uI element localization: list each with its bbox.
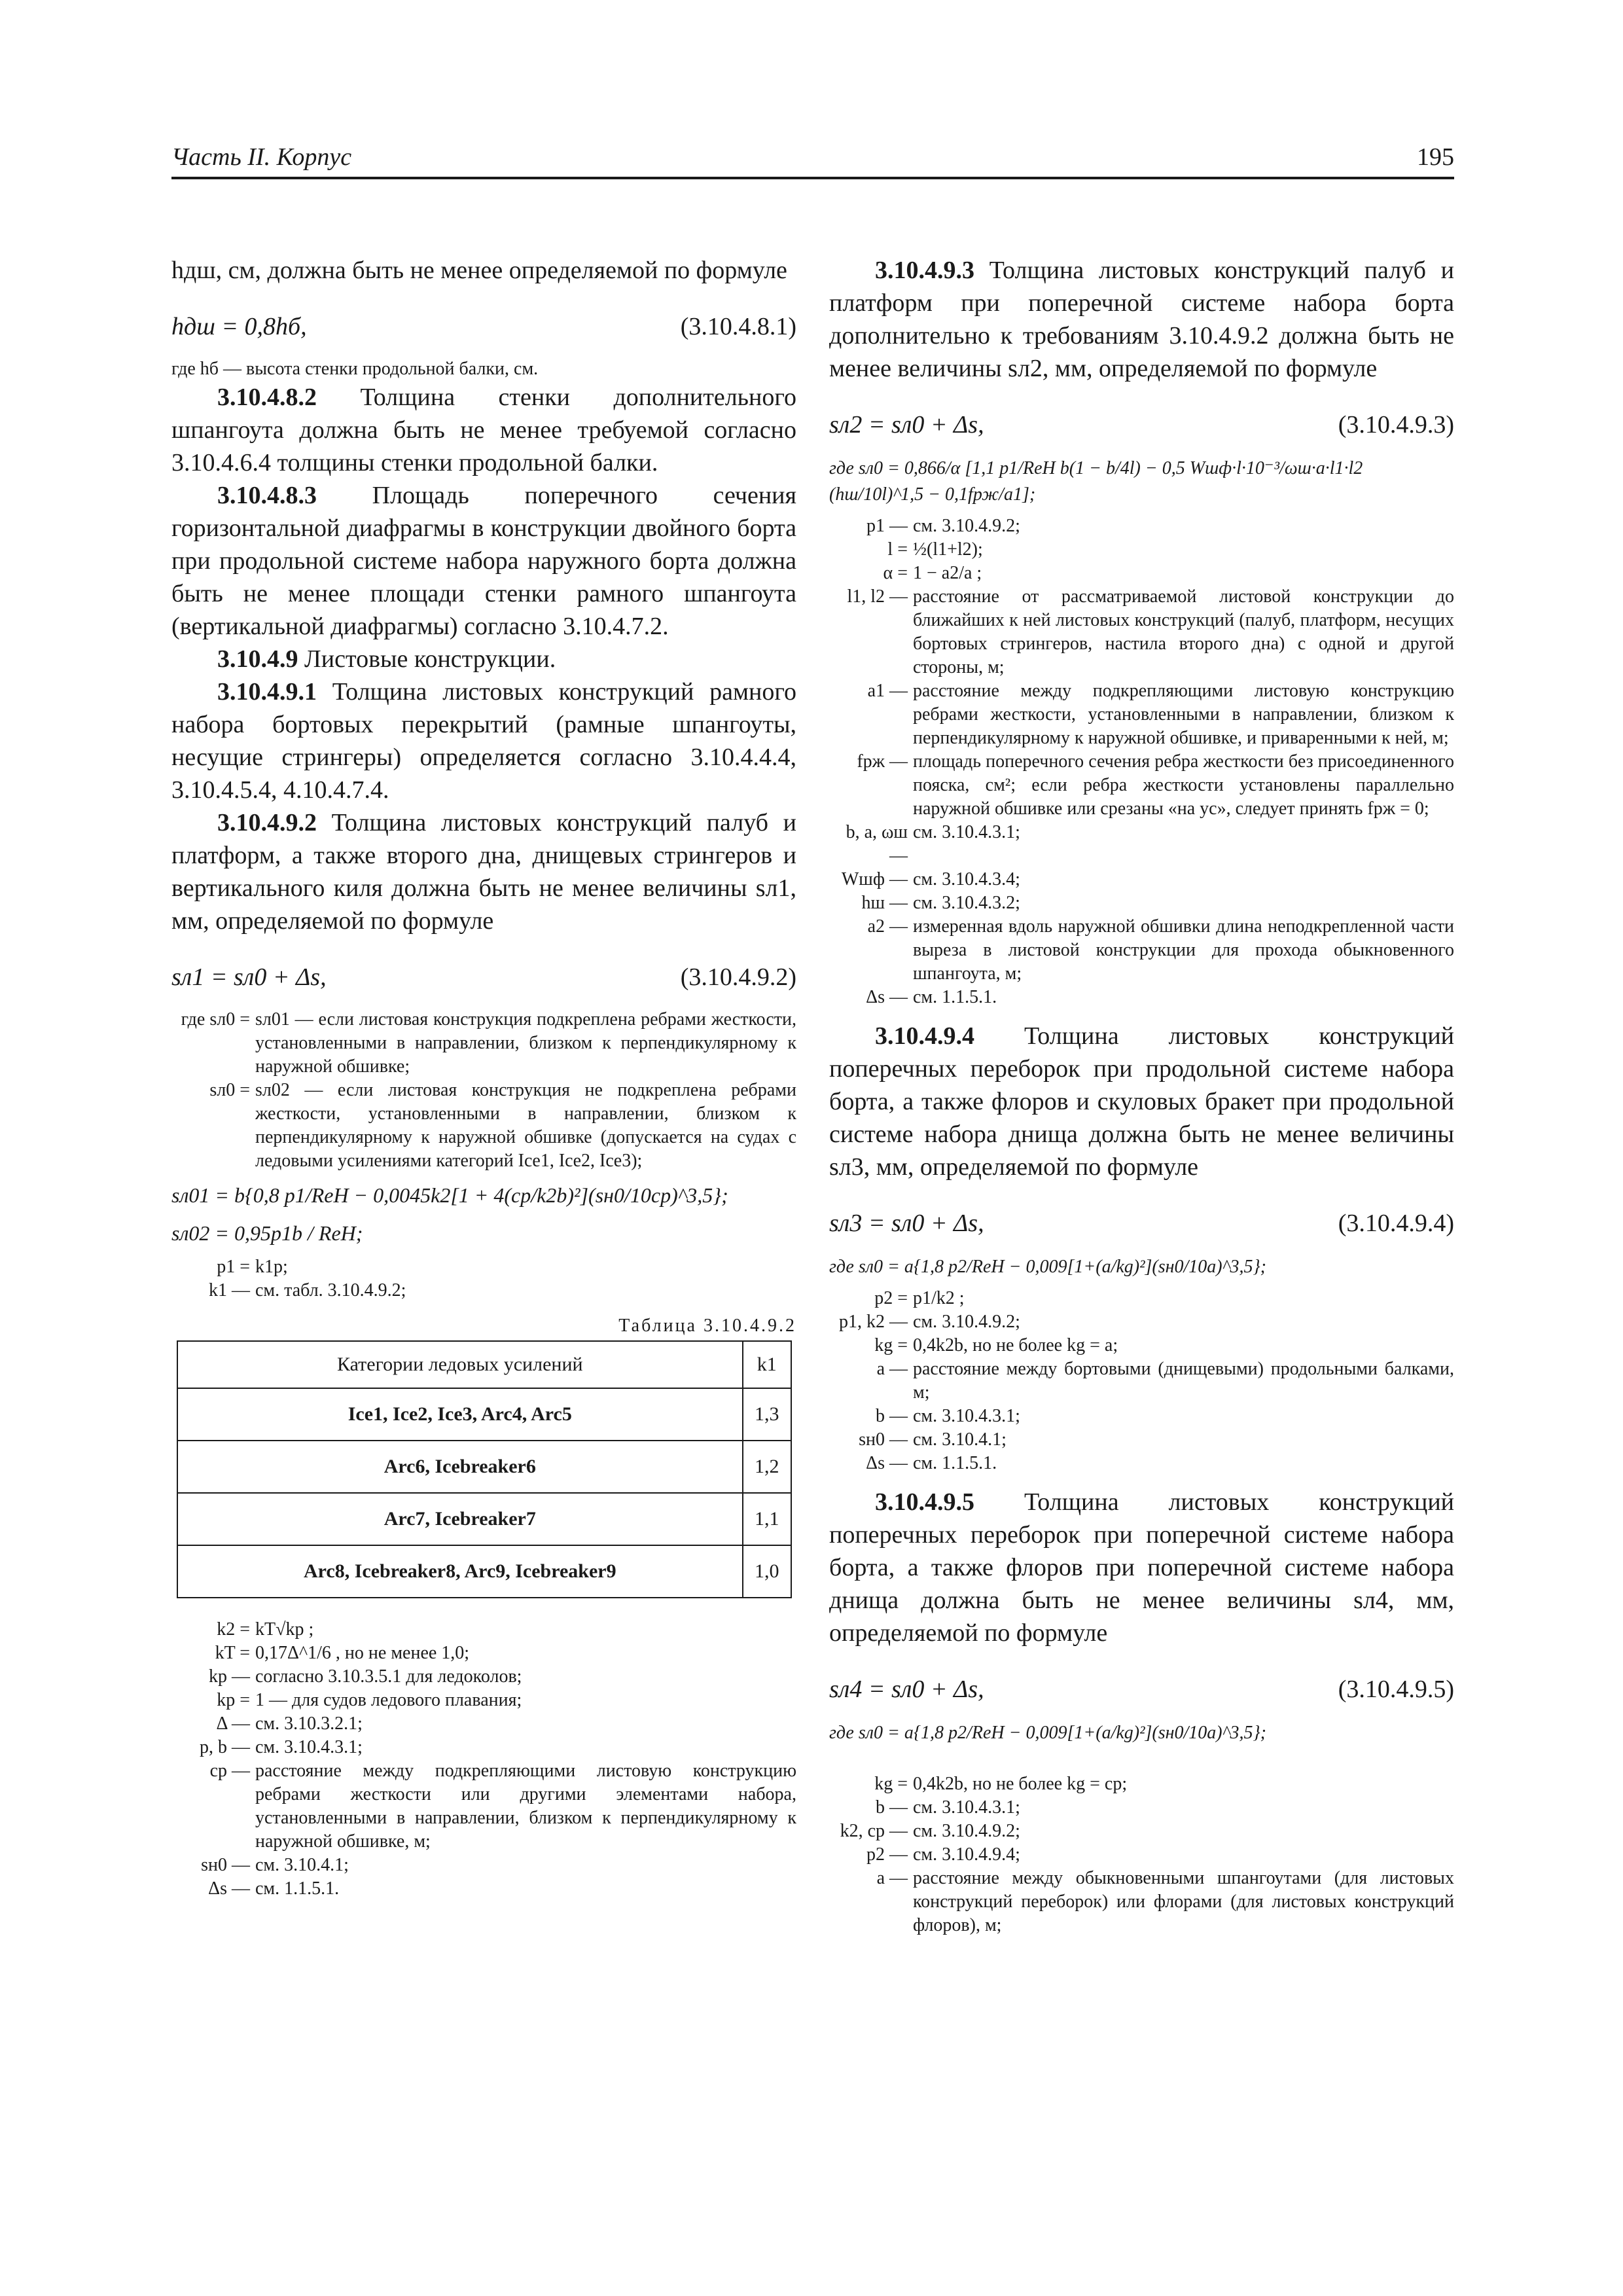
definition-symbol: p1 = — [217, 1257, 250, 1277]
definition-item — [829, 1310, 1454, 1334]
table-row: Arc8, Icebreaker8, Arc9, Icebreaker9 1,0 — [177, 1545, 791, 1598]
paragraph-3-10-4-9-4: 3.10.4.9.4 Толщина листовых конструкций поперечных переборок при продольной системе набора борта, а также флоров и скуловых бракет при продольной системе набора днища должна быть не менее величины sл3, мм, определяемой по формуле — [829, 1022, 1454, 1181]
definition-item — [829, 1334, 1454, 1357]
formula-number: (3.10.4.9.2) — [680, 963, 796, 991]
definition-symbol: Δs — — [866, 987, 908, 1007]
definition-symbol: p, b — — [200, 1737, 250, 1757]
definition-symbol: hш — — [861, 893, 908, 913]
definition-symbol: α = — [883, 563, 908, 583]
definition-item — [829, 1428, 1454, 1452]
definition-item — [171, 1665, 796, 1689]
definition-item — [829, 915, 1454, 986]
definition-text: см. 3.10.4.3.2; — [913, 893, 1020, 913]
definition-text: см. 1.1.5.1. — [913, 987, 997, 1007]
definition-symbol: a1 — — [867, 681, 908, 701]
definition-text: 1 − a2/a ; — [913, 563, 982, 583]
formula-expr: sл4 = sл0 + Δs, — [829, 1676, 984, 1703]
definition-symbol: kg = — [874, 1774, 908, 1794]
definition-text: см. 3.10.4.1; — [913, 1429, 1007, 1450]
table-header-cell: Категории ледовых усилений — [177, 1341, 743, 1388]
definition-item — [829, 1405, 1454, 1428]
table-header-cell: k1 — [743, 1341, 791, 1388]
definition-item — [829, 1287, 1454, 1310]
definition-item — [171, 1877, 796, 1901]
definition-symbol: b — — [876, 1406, 908, 1426]
table-row: Arc7, Icebreaker7 1,1 — [177, 1493, 791, 1545]
definition-item — [829, 514, 1454, 538]
definition-symbol: a — — [876, 1359, 908, 1379]
paragraph-3-10-4-8-3: 3.10.4.8.3 Площадь поперечного сечения горизонтальной диафрагмы в конструкции двойного борта при продольной системе набора наружного борта должна быть не менее площади стенки рамного шпангоута (вертикальной диафрагмы) согласно 3.10.4.7.2. — [171, 482, 796, 640]
definition-item — [829, 1796, 1454, 1820]
ice-category-table — [177, 1340, 792, 1598]
definition-item — [829, 538, 1454, 562]
definition-symbol: p2 = — [874, 1288, 908, 1308]
paragraph-3-10-4-9: 3.10.4.9 Листовые конструкции. — [217, 645, 556, 673]
definition-text: измеренная вдоль наружной обшивки длина неподкрепленной части выреза в листовой конструкции для прохода обыкновенного шпангоута, м; — [913, 916, 1454, 984]
definition-text: расстояние между подкрепляющими листовую конструкцию ребрами жесткости, установленными в направлении, близком к перпендикулярному к наружной обшивке, и приваренными к ней, м; — [913, 681, 1454, 748]
definition-item — [829, 750, 1454, 821]
definition-text: см. 1.1.5.1. — [913, 1453, 997, 1473]
definition-symbol: cp — — [209, 1761, 250, 1781]
paragraph-3-10-4-9-5: 3.10.4.9.5 Толщина листовых конструкций поперечных переборок при поперечной системе набора борта, а также флоров при поперечной системе набора днища должна быть не менее величины sл4, мм, определяемой по формуле — [829, 1488, 1454, 1647]
definition-text: 0,4k2b, но не более kg = a; — [913, 1335, 1118, 1355]
formula-number: (3.10.4.9.4) — [1338, 1210, 1454, 1237]
definition-item — [829, 562, 1454, 585]
table-caption: Таблица 3.10.4.9.2 — [618, 1316, 796, 1336]
definition-text: см. 3.10.3.2.1; — [255, 1713, 363, 1734]
paragraph-3-10-4-9-1: 3.10.4.9.1 Толщина листовых конструкций рамного набора бортовых перекрытий (рамные шпангоуты, несущие стрингеры) определяется согласно 3.10.4.4.4, 3.10.4.5.4, 4.10.4.7.4. — [171, 678, 796, 804]
definition-symbol: kp = — [217, 1690, 250, 1710]
definition-text: расстояние между обыкновенными шпангоутами (для листовых конструкций переборок) или флорами (для листовых конструкций флоров), м; — [913, 1868, 1454, 1935]
definition-symbol: l = — [887, 539, 908, 560]
definitions-list — [171, 1255, 796, 1302]
definition-item — [829, 868, 1454, 891]
formula-expr: sл2 = sл0 + Δs, — [829, 411, 984, 439]
definition-text: согласно 3.10.3.5.1 для ледоколов; — [255, 1666, 522, 1687]
definition-symbol: l1, l2 — — [847, 586, 908, 607]
definition-symbol: k2 = — [217, 1619, 250, 1640]
formula-expr: hдш = 0,8hб, — [171, 313, 307, 340]
definition-symbol: Δ — — [216, 1713, 250, 1734]
running-header-title: Часть II. Корпус — [171, 143, 352, 171]
formula-sl0: где sл0 = a{1,8 p2/ReH − 0,009[1+(a/kg)²](sн0/10a)^3,5}; — [829, 1723, 1266, 1743]
definition-symbol: a — — [876, 1868, 908, 1888]
left-column — [171, 254, 796, 1901]
definition-symbol: Wшф — — [841, 869, 908, 889]
definition-symbol: kg = — [874, 1335, 908, 1355]
definition-item — [829, 1772, 1454, 1796]
definition-text: см. 1.1.5.1. — [255, 1878, 340, 1899]
definition-item — [829, 986, 1454, 1009]
definition-text: см. 3.10.4.3.1; — [913, 1797, 1020, 1818]
definition-text: см. 3.10.4.1; — [255, 1855, 349, 1875]
definitions-list — [829, 514, 1454, 1009]
formula-3-10-4-8-1 — [171, 310, 796, 343]
formula-expr: sл3 = sл0 + Δs, — [829, 1210, 984, 1237]
definition-text: площадь поперечного сечения ребра жесткости без присоединенного пояска, см²; если ребра жесткости установлены параллельно наружной обшивке или срезаны «на ус», следует принять fрж = 0; — [913, 751, 1454, 819]
definition-text: kT√kp ; — [255, 1619, 314, 1640]
definition-symbol: k2, cp — — [840, 1821, 908, 1841]
definition-item — [171, 1736, 796, 1759]
paragraph-3-10-4-8-2: 3.10.4.8.2 Толщина стенки дополнительного шпангоута должна быть не менее требуемой согласно 3.10.4.6.4 толщины стенки продольной балки. — [171, 384, 796, 476]
definition-symbol: p1 — — [866, 516, 908, 536]
definitions-list — [829, 1287, 1454, 1475]
formula-sl02: sл02 = 0,95p1b / ReH; — [171, 1221, 363, 1245]
definition-item — [829, 891, 1454, 915]
definition-symbol: fрж — — [857, 751, 908, 772]
definition-symbol: sн0 — — [859, 1429, 908, 1450]
formula-sl01: sл01 = b{0,8 p1/ReH − 0,0045k2[1 + 4(cp/k2b)²](sн0/10cp)^3,5}; — [171, 1183, 728, 1207]
definition-symbol: kp — — [209, 1666, 250, 1687]
definitions-list — [829, 1772, 1454, 1937]
paragraph-3-10-4-9-3: 3.10.4.9.3 Толщина листовых конструкций палуб и платформ при поперечной системе набора борта дополнительно к требованиям 3.10.4.9.2 должна быть не менее величины sл2, мм, определяемой по формуле — [829, 257, 1454, 382]
definition-item — [171, 1641, 796, 1665]
definition-symbol: sн0 — — [201, 1855, 250, 1875]
definition-text: см. 3.10.4.3.4; — [913, 869, 1020, 889]
definition-text: см. 3.10.4.9.2; — [913, 1312, 1020, 1332]
definition-item — [171, 1279, 796, 1302]
definition-item — [829, 821, 1454, 868]
table-row: Ice1, Ice2, Ice3, Arc4, Arc5 1,3 — [177, 1388, 791, 1441]
definition-text: см. 3.10.4.9.2; — [913, 1821, 1020, 1841]
definition-text: см. 3.10.4.9.4; — [913, 1844, 1020, 1865]
formula-3-10-4-9-4 — [829, 1207, 1454, 1240]
definition-symbol: b — — [876, 1797, 908, 1818]
definition-symbol: b, a, ωш — — [846, 822, 908, 866]
formula-sl0: где sл0 = a{1,8 p2/ReH − 0,009[1+(a/kg)²](sн0/10a)^3,5}; — [829, 1257, 1266, 1277]
definition-item — [171, 1618, 796, 1641]
where-note: где hб — высота стенки продольной балки, см. — [171, 359, 539, 379]
definition-symbol: Δs — — [208, 1878, 250, 1899]
definitions-list — [171, 1618, 796, 1901]
definition-item — [829, 1820, 1454, 1843]
definition-text: расстояние от рассматриваемой листовой конструкции до ближайших к ней листовых конструкций (палуб, платформ, несущих бортовых стрингеров, настила второго дна) с одной и другой стороны, м; — [913, 586, 1454, 677]
where-item: где sл0 = sл01 — если листовая конструкция подкреплена ребрами жесткости, установленными в направлении, близком к перпендикулярному к наружной обшивке; — [181, 1009, 796, 1077]
definition-text: см. 3.10.4.3.1; — [913, 822, 1020, 842]
definition-item — [829, 1867, 1454, 1937]
definition-text: p1/k2 ; — [913, 1288, 965, 1308]
definition-item — [171, 1854, 796, 1877]
formula-number: (3.10.4.9.5) — [1338, 1676, 1454, 1703]
definition-item — [171, 1689, 796, 1712]
definition-text: ½(l1+l2); — [913, 539, 983, 560]
definition-item — [171, 1712, 796, 1736]
definition-symbol: p1, k2 — — [839, 1312, 908, 1332]
definition-item — [829, 1357, 1454, 1405]
definition-text: расстояние между подкрепляющими листовую конструкцию ребрами жесткости или другими элементами набора, установленными в направлении, близком к перпендикулярному к наружной обшивке, м; — [255, 1761, 796, 1852]
formula-sl0: где sл0 = 0,866/α [1,1 p1/ReH b(1 − b/4l) − 0,5 Wшф·l·10⁻³/ωш·a·l1·l2 (hш/10l)^1,5 − 0,1fрж/a1]; — [829, 458, 1363, 505]
definition-item — [829, 1843, 1454, 1867]
definition-item — [829, 585, 1454, 679]
intro-text: hдш, см, должна быть не менее определяемой по формуле — [171, 257, 787, 284]
formula-expr: sл1 = sл0 + Δs, — [171, 963, 327, 991]
formula-number: (3.10.4.8.1) — [680, 313, 796, 340]
formula-3-10-4-9-5 — [829, 1673, 1454, 1706]
definition-symbol: p2 — — [866, 1844, 908, 1865]
definition-text: см. табл. 3.10.4.9.2; — [255, 1280, 406, 1300]
right-column — [829, 254, 1454, 1937]
definition-item — [171, 1759, 796, 1854]
formula-3-10-4-9-3 — [829, 408, 1454, 441]
definition-symbol: a2 — — [867, 916, 908, 937]
definition-text: 1 — для судов ледового плавания; — [255, 1690, 522, 1710]
definition-text: 0,17Δ^1/6 , но не менее 1,0; — [255, 1643, 470, 1663]
paragraph-3-10-4-9-2: 3.10.4.9.2 Толщина листовых конструкций палуб и платформ, а также второго дна, днищевых стрингеров и вертикального киля должна быть не менее величины sл1, мм, определяемой по формуле — [171, 809, 796, 935]
where-item: sл0 = sл02 — если листовая конструкция не подкреплена ребрами жесткости, установленными в направлении, близком к перпендикулярному к наружной обшивке (допускается на судах с ледовыми усилениями категорий Ice1, Ice2, Ice3); — [209, 1080, 796, 1171]
definition-text: см. 3.10.4.3.1; — [913, 1406, 1020, 1426]
definition-text: 0,4k2b, но не более kg = cp; — [913, 1774, 1128, 1794]
definition-item — [829, 1452, 1454, 1475]
definition-symbol: Δs — — [866, 1453, 908, 1473]
definition-text: см. 3.10.4.9.2; — [913, 516, 1020, 536]
formula-number: (3.10.4.9.3) — [1338, 411, 1454, 439]
definition-text: расстояние между бортовыми (днищевыми) продольными балками, м; — [913, 1359, 1454, 1403]
definition-text: k1p; — [255, 1257, 288, 1277]
definition-item — [829, 679, 1454, 750]
table-row: Arc6, Icebreaker6 1,2 — [177, 1441, 791, 1493]
header-rule — [171, 177, 1454, 179]
definition-item — [171, 1255, 796, 1279]
page-number: 195 — [1417, 143, 1454, 171]
definition-symbol: kT = — [215, 1643, 250, 1663]
definition-text: см. 3.10.4.3.1; — [255, 1737, 363, 1757]
formula-3-10-4-9-2 — [171, 961, 796, 994]
definition-symbol: k1 — — [209, 1280, 250, 1300]
